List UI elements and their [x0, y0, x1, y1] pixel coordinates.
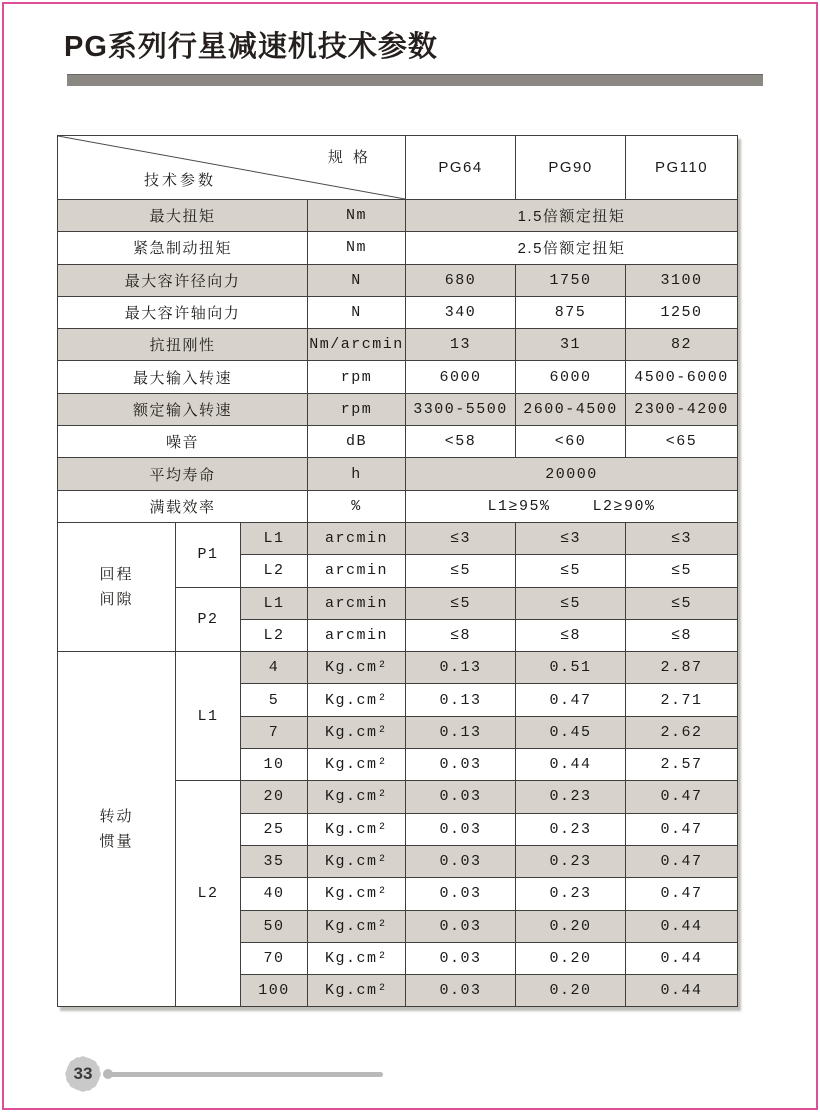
value-cell: 0.44: [626, 910, 738, 942]
value-cell: ≤8: [626, 619, 738, 651]
merged-value-cell: L1≥95% L2≥90%: [406, 490, 738, 522]
value-cell: 0.45: [516, 716, 626, 748]
ratio-cell: 5: [241, 684, 308, 716]
unit-cell: Kg.cm²: [308, 749, 406, 781]
unit-cell: Kg.cm²: [308, 845, 406, 877]
value-cell: 0.03: [406, 878, 516, 910]
value-cell: 680: [406, 264, 516, 296]
value-cell: ≤5: [626, 555, 738, 587]
level-cell: L1: [241, 522, 308, 554]
param-cell: 最大扭矩: [58, 200, 308, 232]
ratio-cell: 10: [241, 749, 308, 781]
value-cell: 0.47: [626, 813, 738, 845]
stage-cell: L2: [176, 781, 241, 1007]
value-cell: ≤3: [516, 522, 626, 554]
table-row: [58, 361, 738, 393]
ratio-cell: 20: [241, 781, 308, 813]
value-cell: 875: [516, 296, 626, 328]
column-header-pg110: PG110: [626, 136, 738, 200]
backlash-group-cell: 回程间隙: [58, 522, 176, 651]
merged-value-cell: 1.5倍额定扭矩: [406, 200, 738, 232]
param-cell: 最大输入转速: [58, 361, 308, 393]
header-param-label: 技术参数: [144, 172, 217, 189]
value-cell: 2.71: [626, 684, 738, 716]
value-cell: 3100: [626, 264, 738, 296]
unit-cell: arcmin: [308, 555, 406, 587]
unit-cell: Nm: [308, 232, 406, 264]
value-cell: 0.44: [626, 942, 738, 974]
value-cell: 0.03: [406, 781, 516, 813]
stage-cell: L1: [176, 652, 241, 781]
level-cell: L2: [241, 619, 308, 651]
value-cell: 2.57: [626, 749, 738, 781]
diagonal-header-cell: [58, 136, 406, 200]
table-row: [58, 652, 738, 684]
value-cell: ≤5: [406, 555, 516, 587]
value-cell: ≤3: [406, 522, 516, 554]
table-header-row: [58, 136, 738, 200]
value-cell: <58: [406, 426, 516, 458]
merged-value-cell: 2.5倍额定扭矩: [406, 232, 738, 264]
table-row: [58, 490, 738, 522]
grade-cell: P1: [176, 522, 241, 587]
value-cell: 0.23: [516, 878, 626, 910]
unit-cell: arcmin: [308, 587, 406, 619]
footer-rule-line: [112, 1072, 383, 1077]
level-cell: L1: [241, 587, 308, 619]
value-cell: 1750: [516, 264, 626, 296]
ratio-cell: 50: [241, 910, 308, 942]
merged-value-cell: 20000: [406, 458, 738, 490]
value-cell: 0.03: [406, 845, 516, 877]
gear-icon: [62, 1053, 104, 1095]
value-cell: 0.03: [406, 942, 516, 974]
value-cell: 0.23: [516, 813, 626, 845]
param-cell: 最大容许轴向力: [58, 296, 308, 328]
value-cell: 0.23: [516, 781, 626, 813]
value-cell: 0.23: [516, 845, 626, 877]
unit-cell: Kg.cm²: [308, 813, 406, 845]
value-cell: 13: [406, 329, 516, 361]
param-cell: 满载效率: [58, 490, 308, 522]
value-cell: 0.13: [406, 684, 516, 716]
value-cell: 0.47: [626, 845, 738, 877]
value-cell: ≤5: [626, 587, 738, 619]
value-cell: 3300-5500: [406, 393, 516, 425]
value-cell: 82: [626, 329, 738, 361]
value-cell: 6000: [406, 361, 516, 393]
value-cell: 0.47: [626, 781, 738, 813]
table-row: [58, 329, 738, 361]
unit-cell: arcmin: [308, 619, 406, 651]
value-cell: 0.51: [516, 652, 626, 684]
table-row: [58, 232, 738, 264]
column-header-pg64: PG64: [406, 136, 516, 200]
value-cell: 0.03: [406, 813, 516, 845]
value-cell: 2600-4500: [516, 393, 626, 425]
level-cell: L2: [241, 555, 308, 587]
table-row: [58, 522, 738, 554]
table-row: [58, 200, 738, 232]
unit-cell: Kg.cm²: [308, 716, 406, 748]
value-cell: 0.13: [406, 652, 516, 684]
value-cell: 0.44: [516, 749, 626, 781]
value-cell: ≤3: [626, 522, 738, 554]
ratio-cell: 4: [241, 652, 308, 684]
value-cell: 1250: [626, 296, 738, 328]
unit-cell: rpm: [308, 393, 406, 425]
value-cell: 0.03: [406, 910, 516, 942]
param-cell: 最大容许径向力: [58, 264, 308, 296]
unit-cell: Kg.cm²: [308, 684, 406, 716]
unit-cell: %: [308, 490, 406, 522]
inertia-group-cell: 转动惯量: [58, 652, 176, 1007]
value-cell: 0.44: [626, 975, 738, 1007]
param-cell: 平均寿命: [58, 458, 308, 490]
param-cell: 紧急制动扭矩: [58, 232, 308, 264]
unit-cell: Nm: [308, 200, 406, 232]
table-row: [58, 296, 738, 328]
value-cell: 2300-4200: [626, 393, 738, 425]
title-underline-bar: [67, 74, 763, 86]
unit-cell: Kg.cm²: [308, 942, 406, 974]
unit-cell: Kg.cm²: [308, 781, 406, 813]
value-cell: 0.47: [516, 684, 626, 716]
ratio-cell: 25: [241, 813, 308, 845]
ratio-cell: 70: [241, 942, 308, 974]
value-cell: 0.20: [516, 910, 626, 942]
value-cell: 0.47: [626, 878, 738, 910]
unit-cell: arcmin: [308, 522, 406, 554]
value-cell: ≤5: [516, 555, 626, 587]
value-cell: ≤8: [406, 619, 516, 651]
table-row: [58, 264, 738, 296]
unit-cell: N: [308, 264, 406, 296]
value-cell: <65: [626, 426, 738, 458]
value-cell: ≤8: [516, 619, 626, 651]
value-cell: ≤5: [406, 587, 516, 619]
value-cell: ≤5: [516, 587, 626, 619]
grade-cell: P2: [176, 587, 241, 652]
param-cell: 抗扭刚性: [58, 329, 308, 361]
unit-cell: Kg.cm²: [308, 910, 406, 942]
value-cell: 0.20: [516, 942, 626, 974]
unit-cell: h: [308, 458, 406, 490]
page-number: 33: [73, 1064, 93, 1083]
table-row: [58, 426, 738, 458]
header-spec-label: 规 格: [327, 149, 371, 166]
value-cell: 0.20: [516, 975, 626, 1007]
value-cell: 2.62: [626, 716, 738, 748]
unit-cell: rpm: [308, 361, 406, 393]
table-row: [58, 458, 738, 490]
ratio-cell: 7: [241, 716, 308, 748]
value-cell: 2.87: [626, 652, 738, 684]
value-cell: <60: [516, 426, 626, 458]
unit-cell: Kg.cm²: [308, 878, 406, 910]
column-header-pg90: PG90: [516, 136, 626, 200]
ratio-cell: 40: [241, 878, 308, 910]
param-cell: 额定输入转速: [58, 393, 308, 425]
value-cell: 340: [406, 296, 516, 328]
value-cell: 6000: [516, 361, 626, 393]
unit-cell: Nm/arcmin: [308, 329, 406, 361]
ratio-cell: 100: [241, 975, 308, 1007]
value-cell: 31: [516, 329, 626, 361]
unit-cell: Kg.cm²: [308, 652, 406, 684]
spec-table: [57, 135, 738, 1007]
ratio-cell: 35: [241, 845, 308, 877]
value-cell: 0.03: [406, 749, 516, 781]
value-cell: 4500-6000: [626, 361, 738, 393]
value-cell: 0.03: [406, 975, 516, 1007]
unit-cell: Kg.cm²: [308, 975, 406, 1007]
page-title: PG系列行星减速机技术参数: [64, 31, 438, 63]
unit-cell: dB: [308, 426, 406, 458]
table-row: [58, 393, 738, 425]
unit-cell: N: [308, 296, 406, 328]
param-cell: 噪音: [58, 426, 308, 458]
value-cell: 0.13: [406, 716, 516, 748]
